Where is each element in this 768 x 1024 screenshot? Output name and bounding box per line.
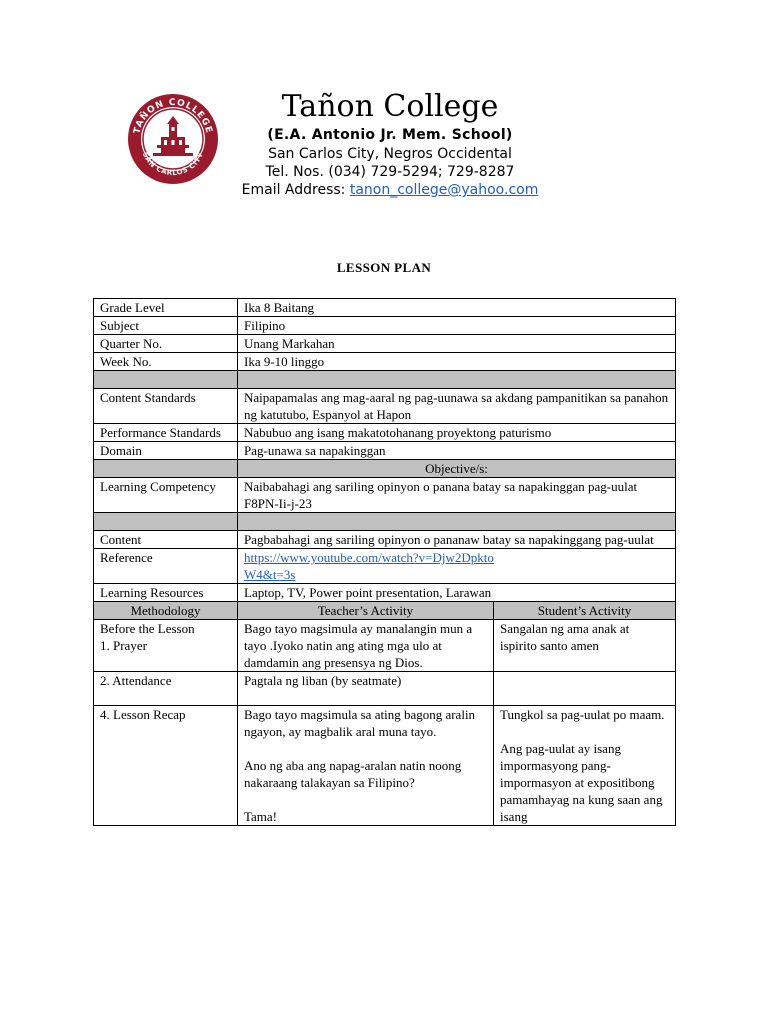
before-lesson-label: Before the Lesson (100, 621, 195, 636)
table-row (94, 299, 676, 317)
row-label: Learning Resources (94, 584, 238, 602)
table-row (94, 317, 676, 335)
row-value: Filipino (238, 317, 676, 335)
row-label: Content (94, 531, 238, 549)
row-value (238, 549, 676, 584)
email-line (180, 181, 600, 199)
row-label: Learning Competency (94, 478, 238, 513)
col-header-methodology: Methodology (94, 602, 238, 620)
row-value: Nabubuo ang isang makatotohanang proyektong paturismo (238, 424, 676, 442)
table-row (94, 531, 676, 549)
methodology-header-row (94, 602, 676, 620)
table-row (94, 584, 676, 602)
table-row (94, 672, 676, 706)
table-row (94, 442, 676, 460)
row-value: Ika 9-10 linggo (238, 353, 676, 371)
row-label: Quarter No. (94, 335, 238, 353)
objectives-header: Objective/s: (238, 460, 676, 478)
table-row (94, 335, 676, 353)
lesson-plan-table (93, 298, 676, 826)
row-value: Ika 8 Baitang (238, 299, 676, 317)
reference-link[interactable]: https://www.youtube.com/watch?v=Djw2DpktoW4&t=3s (244, 550, 494, 582)
row-label: Content Standards (94, 389, 238, 424)
school-address: San Carlos City, Negros Occidental (268, 146, 512, 162)
prayer-teacher: Bago tayo magsimula ay manalangin mun a tayo .Iyoko natin ang ating mga ulo at damdamin ang presensya ng Dios. (238, 620, 494, 672)
col-header-student: Student’s Activity (494, 602, 676, 620)
document-title: LESSON PLAN (336, 260, 432, 275)
row-label: Week No. (94, 353, 238, 371)
table-row (94, 706, 676, 826)
row-value: Unang Markahan (238, 335, 676, 353)
table-row (94, 424, 676, 442)
resources-text: Laptop, TV, Power point presentation, Larawan (244, 585, 492, 600)
table-row (94, 353, 676, 371)
school-name: (E.A. Antonio Jr. Mem. School) (267, 127, 513, 143)
separator-row (94, 371, 676, 389)
attendance-label: 2. Attendance (94, 672, 238, 706)
recap-student-1: Tungkol sa pag-uulat po maam. (500, 707, 665, 722)
prayer-student: Sangalan ng ama anak at ispirito santo amen (494, 620, 676, 672)
competency-text: Naibabahagi ang sariling opinyon o panana batay sa napakinggan pag-uulat (244, 479, 638, 494)
row-label: Reference (94, 549, 238, 584)
row-value (238, 478, 676, 513)
row-label: Grade Level (94, 299, 238, 317)
prayer-label: 1. Prayer (100, 638, 147, 653)
letterhead (180, 88, 600, 199)
table-row (94, 620, 676, 672)
email-label: Email Address: (241, 182, 350, 198)
row-label: Domain (94, 442, 238, 460)
recap-teacher-3: Tama! (244, 809, 278, 824)
seal-text-top: TAÑON COLLEGE (132, 97, 214, 135)
table-row (94, 389, 676, 424)
row-value (238, 584, 676, 602)
row-value: Naipapamalas ang mag-aaral ng pag-uunawa sa akdang pampanitikan sa panahon ng katutubo, Espanyol at Hapon (238, 389, 676, 424)
competency-code: F8PN-Ii-j-23 (244, 496, 312, 511)
col-header-teacher: Teacher’s Activity (238, 602, 494, 620)
seal-text-bottom: SAN CARLOS CITY (140, 151, 206, 178)
school-phones: Tel. Nos. (034) 729-5294; 729-8287 (265, 164, 515, 180)
separator-row (94, 513, 676, 531)
row-label: Subject (94, 317, 238, 335)
email-link[interactable]: tanon_college@yahoo.com (349, 182, 539, 198)
recap-label: 4. Lesson Recap (94, 706, 238, 826)
row-label: Performance Standards (94, 424, 238, 442)
table-row (94, 478, 676, 513)
table-row (94, 549, 676, 584)
recap-teacher-1: Bago tayo magsimula sa ating bagong aralin ngayon, ay magbalik aral muna tayo. (244, 707, 476, 739)
recap-teacher-2: Ano ng aba ang napag-aralan natin noong nakaraang talakayan sa Filipino? (244, 758, 462, 790)
row-value: Pag-unawa sa napakinggan (238, 442, 676, 460)
attendance-teacher: Pagtala ng liban (by seatmate) (238, 672, 494, 706)
row-value: Pagbabahagi ang sariling opinyon o pananaw batay sa napakinggang pag-uulat (238, 531, 676, 549)
objectives-header-row (94, 460, 676, 478)
recap-student-2: Ang pag-uulat ay isang impormasyong pang-impormasyon at expositibong pamamhayag na kung saan ang isang (500, 741, 663, 824)
college-name: Tañon College (281, 89, 499, 124)
attendance-student (494, 672, 676, 706)
